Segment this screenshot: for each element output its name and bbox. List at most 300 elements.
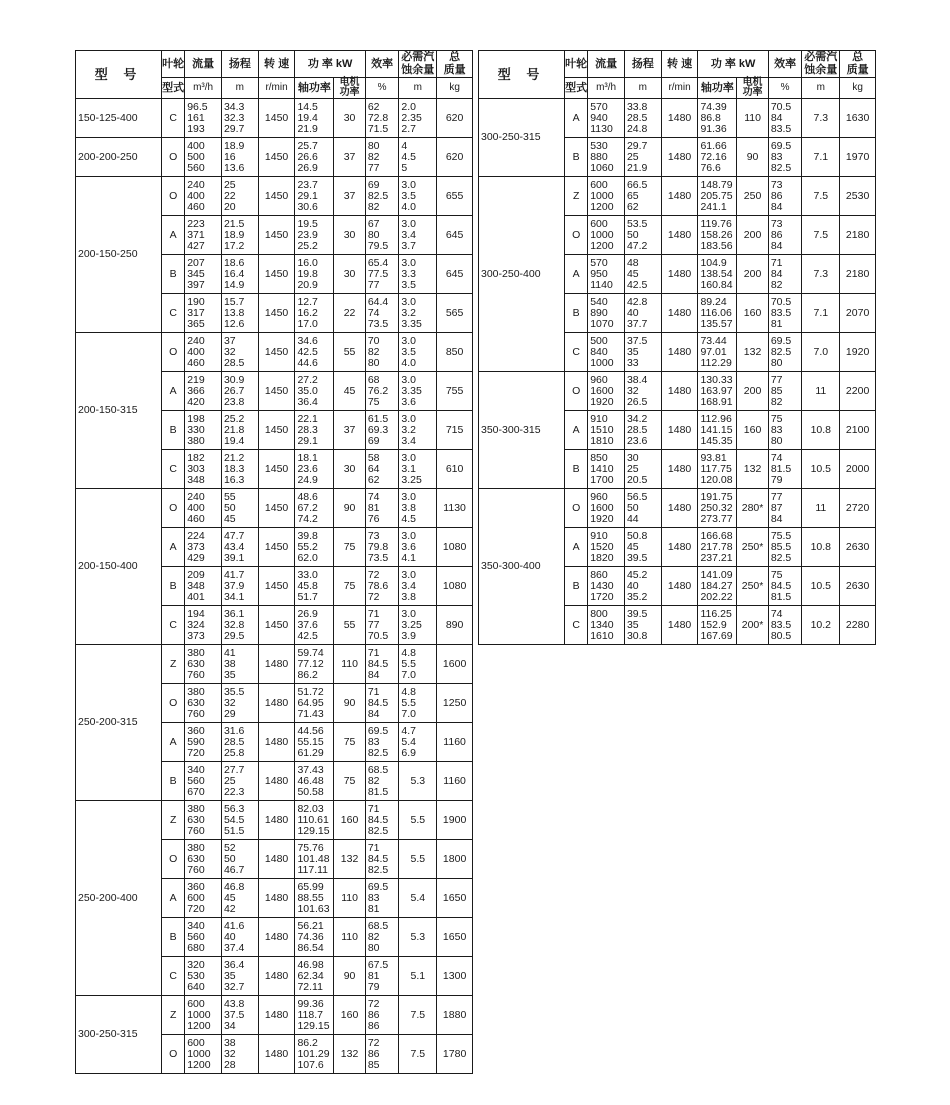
efficiency-cell: 72 86 86 [365, 996, 399, 1035]
model-cell: 300-250-315 [76, 996, 162, 1074]
npsh-cell: 7.1 [802, 138, 840, 177]
motor-power-cell: 110 [334, 918, 366, 957]
motor-power-cell: 75 [334, 528, 366, 567]
speed-cell: 1480 [258, 1035, 295, 1074]
head-cell: 25.2 21.8 19.4 [221, 411, 258, 450]
flow-cell: 570 950 1140 [588, 255, 625, 294]
shaft-power-cell: 166.68 217.78 237.21 [698, 528, 737, 567]
shaft-power-cell: 22.1 28.3 29.1 [295, 411, 334, 450]
motor-power-cell: 160 [737, 411, 769, 450]
pump-spec-table-right [478, 50, 876, 645]
speed-cell: 1480 [661, 567, 698, 606]
npsh-cell: 2.0 2.35 2.7 [399, 99, 437, 138]
mass-cell: 2000 [840, 450, 876, 489]
model-cell: 300-250-400 [479, 177, 565, 372]
impeller-type-cell: Z [565, 177, 588, 216]
mass-cell: 1600 [437, 645, 473, 684]
speed-cell: 1450 [258, 99, 295, 138]
header-npsh-unit: m [399, 78, 437, 99]
flow-cell: 198 330 380 [185, 411, 222, 450]
model-cell: 350-300-400 [479, 489, 565, 645]
flow-cell: 224 373 429 [185, 528, 222, 567]
impeller-type-cell: O [162, 177, 185, 216]
motor-power-cell: 200 [737, 216, 769, 255]
speed-cell: 1450 [258, 372, 295, 411]
header-head: 扬程 [624, 51, 661, 78]
shaft-power-cell: 112.96 141.15 145.35 [698, 411, 737, 450]
npsh-cell: 7.3 [802, 99, 840, 138]
motor-power-cell: 160 [737, 294, 769, 333]
npsh-cell: 5.5 [399, 840, 437, 879]
header-mass-unit: kg [840, 78, 876, 99]
shaft-power-cell: 93.81 117.75 120.08 [698, 450, 737, 489]
model-cell: 200-200-250 [76, 138, 162, 177]
head-cell: 41.6 40 37.4 [221, 918, 258, 957]
mass-cell: 620 [437, 138, 473, 177]
efficiency-cell: 72 86 85 [365, 1035, 399, 1074]
npsh-cell: 11 [802, 372, 840, 411]
head-cell: 53.5 50 47.2 [624, 216, 661, 255]
shaft-power-cell: 65.99 88.55 101.63 [295, 879, 334, 918]
impeller-type-cell: B [162, 762, 185, 801]
motor-power-cell: 160 [334, 996, 366, 1035]
impeller-type-cell: B [162, 567, 185, 606]
speed-cell: 1480 [258, 762, 295, 801]
model-cell: 200-150-315 [76, 333, 162, 489]
mass-cell: 565 [437, 294, 473, 333]
header-speed: 转 速 [661, 51, 698, 78]
efficiency-cell: 70 82 80 [365, 333, 399, 372]
npsh-cell: 3.0 3.8 4.5 [399, 489, 437, 528]
motor-power-cell: 37 [334, 138, 366, 177]
mass-cell: 850 [437, 333, 473, 372]
impeller-type-cell: C [162, 450, 185, 489]
shaft-power-cell: 148.79 205.75 241.1 [698, 177, 737, 216]
shaft-power-cell: 99.36 118.7 129.15 [295, 996, 334, 1035]
speed-cell: 1480 [661, 450, 698, 489]
head-cell: 38 32 28 [221, 1035, 258, 1074]
motor-power-cell: 160 [334, 801, 366, 840]
speed-cell: 1450 [258, 138, 295, 177]
npsh-cell: 4.7 5.4 6.9 [399, 723, 437, 762]
mass-cell: 1780 [437, 1035, 473, 1074]
header-flow-unit: m³/h [185, 78, 222, 99]
impeller-type-cell: B [565, 450, 588, 489]
speed-cell: 1450 [258, 216, 295, 255]
npsh-cell: 7.5 [399, 1035, 437, 1074]
efficiency-cell: 62 72.8 71.5 [365, 99, 399, 138]
speed-cell: 1480 [661, 177, 698, 216]
impeller-type-cell: O [565, 489, 588, 528]
shaft-power-cell: 25.7 26.6 26.9 [295, 138, 334, 177]
model-cell: 350-300-315 [479, 372, 565, 489]
header-shaft-power: 轴功率 [698, 78, 737, 99]
header-eff-unit: % [365, 78, 399, 99]
head-cell: 45.2 40 35.2 [624, 567, 661, 606]
head-cell: 31.6 28.5 25.8 [221, 723, 258, 762]
npsh-cell: 10.5 [802, 567, 840, 606]
motor-power-cell: 75 [334, 762, 366, 801]
table-row [76, 138, 473, 177]
motor-power-cell: 110 [334, 645, 366, 684]
motor-power-cell: 200* [737, 606, 769, 645]
head-cell: 66.5 65 62 [624, 177, 661, 216]
mass-cell: 755 [437, 372, 473, 411]
impeller-type-cell: B [162, 918, 185, 957]
header-flow: 流量 [185, 51, 222, 78]
flow-cell: 320 530 640 [185, 957, 222, 996]
flow-cell: 910 1510 1810 [588, 411, 625, 450]
flow-cell: 360 600 720 [185, 879, 222, 918]
mass-cell: 1160 [437, 723, 473, 762]
mass-cell: 2180 [840, 216, 876, 255]
motor-power-cell: 37 [334, 177, 366, 216]
impeller-type-cell: A [162, 879, 185, 918]
mass-cell: 1880 [437, 996, 473, 1035]
head-cell: 43.8 37.5 34 [221, 996, 258, 1035]
mass-cell: 1250 [437, 684, 473, 723]
header-flow-unit: m³/h [588, 78, 625, 99]
motor-power-cell: 110 [334, 879, 366, 918]
shaft-power-cell: 27.2 35.0 36.4 [295, 372, 334, 411]
npsh-cell: 3.0 3.25 3.9 [399, 606, 437, 645]
speed-cell: 1480 [258, 840, 295, 879]
efficiency-cell: 75.5 85.5 82.5 [768, 528, 802, 567]
flow-cell: 223 371 427 [185, 216, 222, 255]
header-motor-power: 电机 功率 [737, 78, 769, 99]
table-row [479, 372, 876, 411]
model-cell: 150-125-400 [76, 99, 162, 138]
impeller-type-cell: A [162, 216, 185, 255]
shaft-power-cell: 34.6 42.5 44.6 [295, 333, 334, 372]
flow-cell: 600 1000 1200 [588, 177, 625, 216]
motor-power-cell: 30 [334, 216, 366, 255]
speed-cell: 1480 [258, 723, 295, 762]
speed-cell: 1480 [661, 489, 698, 528]
speed-cell: 1480 [661, 528, 698, 567]
header-npsh: 必需汽 蚀余量 [802, 51, 840, 78]
speed-cell: 1450 [258, 333, 295, 372]
shaft-power-cell: 56.21 74.36 86.54 [295, 918, 334, 957]
mass-cell: 890 [437, 606, 473, 645]
speed-cell: 1450 [258, 255, 295, 294]
head-cell: 25 22 20 [221, 177, 258, 216]
motor-power-cell: 90 [737, 138, 769, 177]
header-head-unit: m [221, 78, 258, 99]
efficiency-cell: 75 83 80 [768, 411, 802, 450]
npsh-cell: 7.3 [802, 255, 840, 294]
speed-cell: 1450 [258, 411, 295, 450]
speed-cell: 1480 [661, 255, 698, 294]
efficiency-cell: 77 87 84 [768, 489, 802, 528]
mass-cell: 1080 [437, 567, 473, 606]
header-eff-unit: % [768, 78, 802, 99]
motor-power-cell: 37 [334, 411, 366, 450]
impeller-type-cell: A [565, 99, 588, 138]
flow-cell: 540 890 1070 [588, 294, 625, 333]
speed-cell: 1480 [661, 216, 698, 255]
npsh-cell: 7.0 [802, 333, 840, 372]
npsh-cell: 5.3 [399, 762, 437, 801]
mass-cell: 2280 [840, 606, 876, 645]
head-cell: 47.7 43.4 39.1 [221, 528, 258, 567]
shaft-power-cell: 86.2 101.29 107.6 [295, 1035, 334, 1074]
efficiency-cell: 73 86 84 [768, 216, 802, 255]
impeller-type-cell: B [565, 567, 588, 606]
efficiency-cell: 72 78.6 72 [365, 567, 399, 606]
speed-cell: 1480 [258, 996, 295, 1035]
efficiency-cell: 69.5 83 82.5 [768, 138, 802, 177]
efficiency-cell: 71 84.5 84 [365, 645, 399, 684]
impeller-type-cell: C [565, 333, 588, 372]
motor-power-cell: 30 [334, 255, 366, 294]
motor-power-cell: 200 [737, 255, 769, 294]
shaft-power-cell: 73.44 97.01 112.29 [698, 333, 737, 372]
header-shaft-power: 轴功率 [295, 78, 334, 99]
motor-power-cell: 55 [334, 606, 366, 645]
head-cell: 35.5 32 29 [221, 684, 258, 723]
mass-cell: 1650 [437, 918, 473, 957]
impeller-type-cell: C [162, 957, 185, 996]
shaft-power-cell: 74.39 86.8 91.36 [698, 99, 737, 138]
speed-cell: 1480 [258, 957, 295, 996]
mass-cell: 645 [437, 216, 473, 255]
flow-cell: 600 1000 1200 [185, 996, 222, 1035]
mass-cell: 1800 [437, 840, 473, 879]
flow-cell: 209 348 401 [185, 567, 222, 606]
head-cell: 38.4 32 26.5 [624, 372, 661, 411]
header-power: 功 率 kW [698, 51, 768, 78]
flow-cell: 360 590 720 [185, 723, 222, 762]
speed-cell: 1480 [661, 411, 698, 450]
mass-cell: 2530 [840, 177, 876, 216]
npsh-cell: 3.0 3.6 4.1 [399, 528, 437, 567]
flow-cell: 380 630 760 [185, 645, 222, 684]
head-cell: 34.3 32.3 29.7 [221, 99, 258, 138]
efficiency-cell: 68.5 82 80 [365, 918, 399, 957]
npsh-cell: 7.5 [802, 216, 840, 255]
shaft-power-cell: 46.98 62.34 72.11 [295, 957, 334, 996]
flow-cell: 500 840 1000 [588, 333, 625, 372]
impeller-type-cell: A [162, 723, 185, 762]
header-flow: 流量 [588, 51, 625, 78]
mass-cell: 1300 [437, 957, 473, 996]
flow-cell: 340 560 670 [185, 762, 222, 801]
header-npsh: 必需汽 蚀余量 [399, 51, 437, 78]
flow-cell: 910 1520 1820 [588, 528, 625, 567]
mass-cell: 655 [437, 177, 473, 216]
motor-power-cell: 30 [334, 450, 366, 489]
motor-power-cell: 75 [334, 723, 366, 762]
impeller-type-cell: C [162, 99, 185, 138]
speed-cell: 1480 [661, 138, 698, 177]
npsh-cell: 10.2 [802, 606, 840, 645]
npsh-cell: 5.5 [399, 801, 437, 840]
impeller-type-cell: O [565, 216, 588, 255]
impeller-type-cell: B [565, 138, 588, 177]
efficiency-cell: 68 76.2 75 [365, 372, 399, 411]
head-cell: 52 50 46.7 [221, 840, 258, 879]
mass-cell: 1080 [437, 528, 473, 567]
mass-cell: 2100 [840, 411, 876, 450]
npsh-cell: 10.5 [802, 450, 840, 489]
impeller-type-cell: C [162, 606, 185, 645]
shaft-power-cell: 39.8 55.2 62.0 [295, 528, 334, 567]
npsh-cell: 7.5 [802, 177, 840, 216]
speed-cell: 1450 [258, 567, 295, 606]
head-cell: 30.9 26.7 23.8 [221, 372, 258, 411]
speed-cell: 1480 [258, 879, 295, 918]
motor-power-cell: 55 [334, 333, 366, 372]
efficiency-cell: 71 77 70.5 [365, 606, 399, 645]
header-mass: 总 质量 [437, 51, 473, 78]
shaft-power-cell: 33.0 45.8 51.7 [295, 567, 334, 606]
head-cell: 18.9 16 13.6 [221, 138, 258, 177]
npsh-cell: 3.0 3.2 3.4 [399, 411, 437, 450]
shaft-power-cell: 82.03 110.61 129.15 [295, 801, 334, 840]
head-cell: 21.5 18.9 17.2 [221, 216, 258, 255]
efficiency-cell: 71 84.5 82.5 [365, 801, 399, 840]
efficiency-cell: 75 84.5 81.5 [768, 567, 802, 606]
npsh-cell: 3.0 3.4 3.7 [399, 216, 437, 255]
efficiency-cell: 74 81 76 [365, 489, 399, 528]
head-cell: 36.4 35 32.7 [221, 957, 258, 996]
head-cell: 50.8 45 39.5 [624, 528, 661, 567]
impeller-type-cell: C [565, 606, 588, 645]
efficiency-cell: 77 85 82 [768, 372, 802, 411]
impeller-type-cell: O [565, 372, 588, 411]
head-cell: 39.5 35 30.8 [624, 606, 661, 645]
shaft-power-cell: 130.33 163.97 168.91 [698, 372, 737, 411]
mass-cell: 1650 [437, 879, 473, 918]
mass-cell: 610 [437, 450, 473, 489]
table-row [479, 489, 876, 528]
flow-cell: 219 366 420 [185, 372, 222, 411]
flow-cell: 850 1410 1700 [588, 450, 625, 489]
efficiency-cell: 80 82 77 [365, 138, 399, 177]
header-motor-power: 电机 功率 [334, 78, 366, 99]
model-cell: 250-200-400 [76, 801, 162, 996]
header-speed: 转 速 [258, 51, 295, 78]
flow-cell: 182 303 348 [185, 450, 222, 489]
speed-cell: 1480 [258, 918, 295, 957]
header-impeller-sub: 型式 [162, 78, 185, 99]
mass-cell: 1160 [437, 762, 473, 801]
header-power: 功 率 kW [295, 51, 365, 78]
table-row [479, 177, 876, 216]
table-row [479, 99, 876, 138]
head-cell: 30 25 20.5 [624, 450, 661, 489]
impeller-type-cell: A [565, 528, 588, 567]
motor-power-cell: 30 [334, 99, 366, 138]
motor-power-cell: 280* [737, 489, 769, 528]
shaft-power-cell: 12.7 16.2 17.0 [295, 294, 334, 333]
mass-cell: 645 [437, 255, 473, 294]
efficiency-cell: 74 83.5 80.5 [768, 606, 802, 645]
npsh-cell: 11 [802, 489, 840, 528]
impeller-type-cell: B [162, 255, 185, 294]
speed-cell: 1480 [661, 99, 698, 138]
motor-power-cell: 200 [737, 372, 769, 411]
header-model: 型 号 [76, 51, 162, 99]
impeller-type-cell: Z [162, 645, 185, 684]
flow-cell: 380 630 760 [185, 840, 222, 879]
npsh-cell: 4.8 5.5 7.0 [399, 684, 437, 723]
shaft-power-cell: 61.66 72.16 76.6 [698, 138, 737, 177]
npsh-cell: 7.5 [399, 996, 437, 1035]
shaft-power-cell: 51.72 64.95 71.43 [295, 684, 334, 723]
flow-cell: 530 880 1060 [588, 138, 625, 177]
table-row [76, 996, 473, 1035]
flow-cell: 194 324 373 [185, 606, 222, 645]
flow-cell: 240 400 460 [185, 333, 222, 372]
header-head-unit: m [624, 78, 661, 99]
table-row [76, 333, 473, 372]
head-cell: 56.3 54.5 51.5 [221, 801, 258, 840]
speed-cell: 1480 [661, 606, 698, 645]
efficiency-cell: 74 81.5 79 [768, 450, 802, 489]
head-cell: 37 32 28.5 [221, 333, 258, 372]
pump-spec-table-left [75, 50, 473, 1074]
mass-cell: 620 [437, 99, 473, 138]
efficiency-cell: 71 84.5 82.5 [365, 840, 399, 879]
head-cell: 48 45 42.5 [624, 255, 661, 294]
npsh-cell: 3.0 3.35 3.6 [399, 372, 437, 411]
flow-cell: 600 1000 1200 [185, 1035, 222, 1074]
model-cell: 200-150-250 [76, 177, 162, 333]
shaft-power-cell: 16.0 19.8 20.9 [295, 255, 334, 294]
shaft-power-cell: 14.5 19.4 21.9 [295, 99, 334, 138]
flow-cell: 960 1600 1920 [588, 489, 625, 528]
efficiency-cell: 70.5 83.5 81 [768, 294, 802, 333]
shaft-power-cell: 44.56 55.15 61.29 [295, 723, 334, 762]
efficiency-cell: 69.5 82.5 80 [768, 333, 802, 372]
motor-power-cell: 132 [737, 333, 769, 372]
impeller-type-cell: O [162, 333, 185, 372]
npsh-cell: 7.1 [802, 294, 840, 333]
head-cell: 37.5 35 33 [624, 333, 661, 372]
table-row [76, 489, 473, 528]
npsh-cell: 3.0 3.5 4.0 [399, 177, 437, 216]
speed-cell: 1450 [258, 606, 295, 645]
speed-cell: 1450 [258, 489, 295, 528]
impeller-type-cell: O [162, 489, 185, 528]
impeller-type-cell: Z [162, 801, 185, 840]
motor-power-cell: 132 [737, 450, 769, 489]
impeller-type-cell: A [565, 411, 588, 450]
mass-cell: 1970 [840, 138, 876, 177]
efficiency-cell: 67 80 79.5 [365, 216, 399, 255]
impeller-type-cell: O [162, 684, 185, 723]
shaft-power-cell: 141.09 184.27 202.22 [698, 567, 737, 606]
head-cell: 29.7 25 21.9 [624, 138, 661, 177]
header-impeller: 叶轮 [565, 51, 588, 78]
motor-power-cell: 90 [334, 684, 366, 723]
impeller-type-cell: O [162, 138, 185, 177]
motor-power-cell: 250* [737, 528, 769, 567]
speed-cell: 1480 [258, 801, 295, 840]
efficiency-cell: 70.5 84 83.5 [768, 99, 802, 138]
flow-cell: 800 1340 1610 [588, 606, 625, 645]
header-speed-unit: r/min [258, 78, 295, 99]
shaft-power-cell: 119.76 158.26 183.56 [698, 216, 737, 255]
mass-cell: 2720 [840, 489, 876, 528]
speed-cell: 1450 [258, 294, 295, 333]
motor-power-cell: 250* [737, 567, 769, 606]
flow-cell: 860 1430 1720 [588, 567, 625, 606]
mass-cell: 2200 [840, 372, 876, 411]
head-cell: 15.7 13.8 12.6 [221, 294, 258, 333]
